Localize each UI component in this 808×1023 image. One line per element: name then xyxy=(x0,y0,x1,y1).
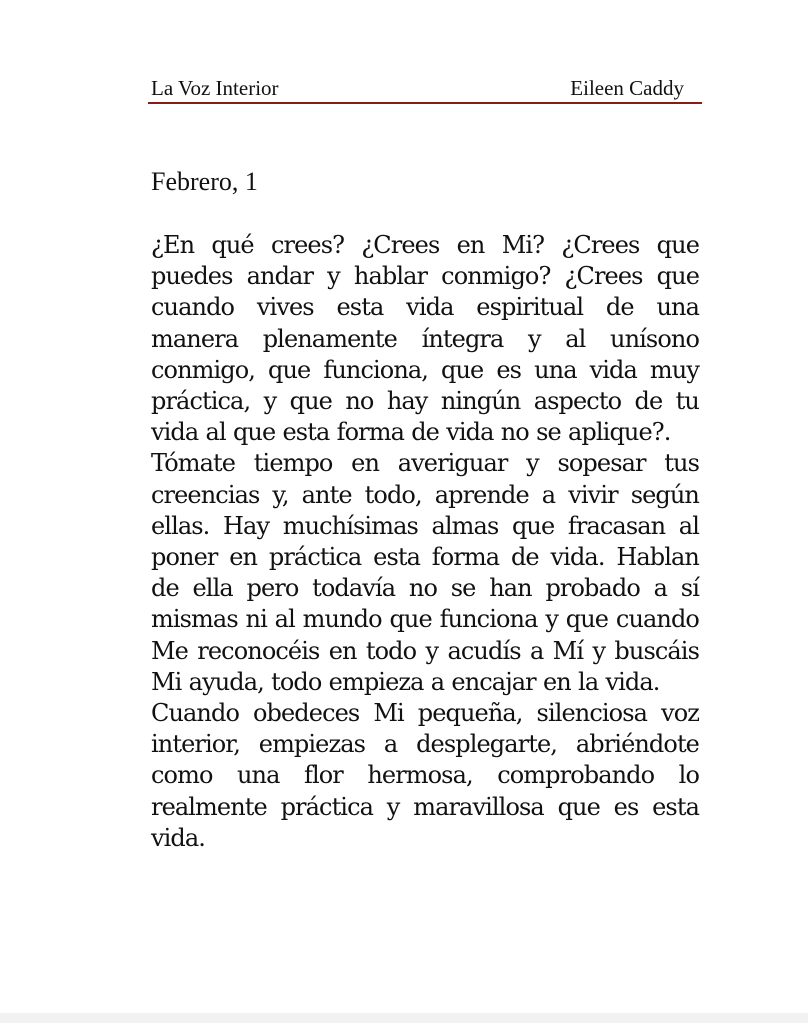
running-header xyxy=(148,76,702,104)
entry-body xyxy=(151,230,699,854)
entry-date: Febrero, 1 xyxy=(151,167,258,196)
paragraph-1: ¿En qué crees? ¿Crees en Mi? ¿Crees que puedes andar y hablar conmigo? ¿Crees que cuando vives esta vida espiritual de una manera plenamente íntegra y al unísono conmigo, que funciona, que es una vida muy práctica, y que no hay ningún aspecto de tu vida al que esta forma de vida no se aplique?. xyxy=(151,231,699,447)
paragraph-3: Cuando obedeces Mi pequeña, silenciosa voz interior, empiezas a desplegarte, abriéndote como una flor hermosa, comprobando lo realmente práctica y maravillosa que es esta vida. xyxy=(151,699,699,852)
page-bottom-edge xyxy=(0,1013,808,1023)
author-name: Eileen Caddy xyxy=(570,76,684,100)
paragraph-2: Tómate tiempo en averiguar y sopesar tus creencias y, ante todo, aprende a vivir según ellas. Hay muchísimas almas que fracasan al poner en práctica esta forma de vida. Hablan de ella pero todavía no se han probado a sí mismas ni al mundo que funciona y que cuando Me reconocéis en todo y acudís a Mí y buscáis Mi ayuda, todo empieza a encajar en la vida. xyxy=(151,449,699,696)
book-title: La Voz Interior xyxy=(151,76,279,100)
